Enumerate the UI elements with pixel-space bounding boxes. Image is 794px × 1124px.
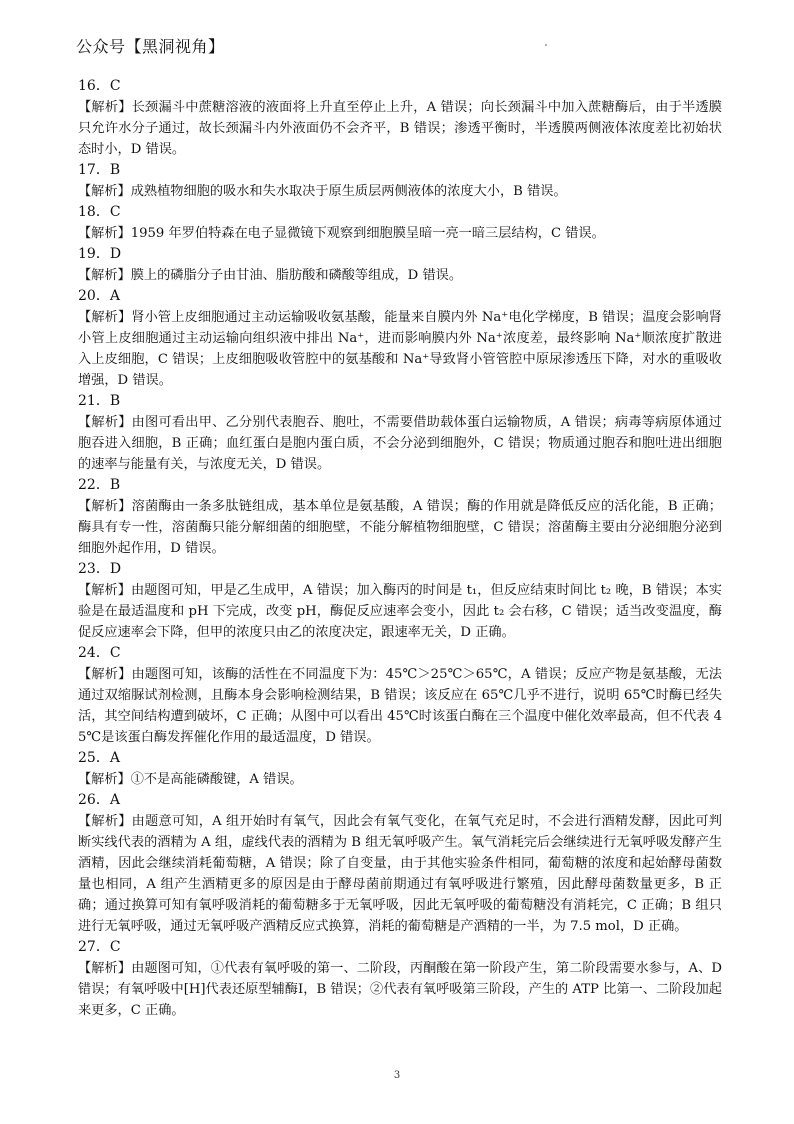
header-decoration-dot [545,44,547,46]
answer-item-27 [78,937,722,1021]
answer-explanation: 【解析】溶菌酶由一条多肽链组成，基本单位是氨基酸，A 错误；酶的作用就是降低反应的活化能，B 正确；酶具有专一性，溶菌酶只能分解细菌的细胞壁，不能分解植物细胞壁，C 错误；溶菌酶主要由分泌细胞分泌到细胞外起作用，D 错误。 [78,499,722,556]
page-number: 3 [393,1070,401,1081]
answer-explanation: 【解析】成熟植物细胞的吸水和失水取决于原生质层两侧液体的浓度大小，B 错误。 [78,184,567,199]
answer-item-16 [78,76,722,160]
answer-explanation: 【解析】长颈漏斗中蔗糖溶液的液面将上升直至停止上升，A 错误；向长颈漏斗中加入蔗糖酶后，由于半透膜只允许水分子通过，故长颈漏斗内外液面仍不会齐平，B 错误；渗透平衡时，半透膜两侧液体浓度差比初始状态时小，D 错误。 [78,100,722,157]
answer-item-21 [78,391,722,475]
answer-explanation: 【解析】1959 年罗伯特森在电子显微镜下观察到细胞膜呈暗一亮一暗三层结构，C 错误。 [78,226,605,241]
answer-key: 27．C [78,939,121,955]
answer-explanation: 【解析】由题图可知，该酶的活性在不同温度下为：45℃＞25℃＞65℃，A 错误；反应产物是氨基酸，无法通过双缩脲试剂检测，且酶本身会影响检测结果，B 错误；该反应在 65℃几乎不进行，说明 65℃时酶已经失活，其空间结构遭到破坏，C 正确；从图中可以看出 45℃时该蛋白酶在三个温度中催化效率最高，但不代表 45℃是该蛋白酶发挥催化作用的最适温度，D 错误。 [78,667,722,745]
answer-explanation: 【解析】由题意可知，A 组开始时有氧气，因此会有氧气变化，在氧气充足时，不会进行酒精发酵，因此可判断实线代表的酒精为 A 组，虚线代表的酒精为 B 组无氧呼吸产生。氧气消耗完后会继续进行无氧呼吸发酵产生酒精，因此会继续消耗葡萄糖，A 错误；除了自变量，由于其他实验条件相同，葡萄糖的浓度和起始酵母菌数量也相同，A 组产生酒精更多的原因是由于酵母菌前期通过有氧呼吸进行繁殖，因此酵母菌数量更多，B 正确；通过换算可知有氧呼吸消耗的葡萄糖多于无氧呼吸，因此无氧呼吸的葡萄糖没有消耗完，C 正确；B 组只进行无氧呼吸，通过无氧呼吸产酒精反应式换算，消耗的葡萄糖是产酒精的一半，为 7.5 mol，D 正确。 [78,814,722,934]
answer-item-18 [78,202,722,244]
answer-item-25 [78,748,722,790]
answer-key: 25．A [78,750,120,766]
answer-explanation: 【解析】①不是高能磷酸键，A 错误。 [78,772,303,787]
answer-item-19 [78,244,722,286]
answer-item-24 [78,643,722,748]
answer-explanation: 【解析】膜上的磷脂分子由甘油、脂肪酸和磷酸等组成，D 错误。 [78,268,463,283]
answer-key: 26．A [78,792,120,808]
answer-item-22 [78,475,722,559]
answer-item-23 [78,559,722,643]
answer-key: 16．C [78,78,121,94]
answer-key: 21．B [78,393,121,409]
answer-item-17 [78,160,722,202]
answer-key: 20．A [78,288,120,304]
answer-item-26 [78,790,722,937]
answer-list [78,76,722,1021]
answer-key: 23．D [78,561,122,577]
answer-explanation: 【解析】由题图可知，①代表有氧呼吸的第一、二阶段，丙酮酸在第一阶段产生，第二阶段需要水参与，A、D 错误；有氧呼吸中[H]代表还原型辅酶Ⅰ，B 错误；②代表有氧呼吸第三阶段，产生的 ATP 比第一、二阶段加起来更多，C 正确。 [78,961,722,1018]
answer-key: 19．D [78,246,122,262]
answer-key: 24．C [78,645,121,661]
answer-key: 18．C [78,204,121,220]
answer-key: 17．B [78,162,121,178]
answer-explanation: 【解析】肾小管上皮细胞通过主动运输吸收氨基酸，能量来自膜内外 Na⁺电化学梯度，B 错误；温度会影响肾小管上皮细胞通过主动运输向组织液中排出 Na⁺，进而影响膜内外 Na⁺浓度差，最终影响 Na⁺顺浓度扩散进入上皮细胞，C 错误；上皮细胞吸收管腔中的氨基酸和 Na⁺导致肾小管管腔中原尿渗透压下降，对水的重吸收增强，D 错误。 [78,310,722,388]
answer-key: 22．B [78,477,121,493]
answer-item-20 [78,286,722,391]
page-header-title: 公众号【黑洞视角】 [76,37,225,56]
answer-explanation: 【解析】由题图可知，甲是乙生成甲，A 错误；加入酶丙的时间是 t₁，但反应结束时间比 t₂ 晚，B 错误；本实验是在最适温度和 pH 下完成，改变 pH，酶促反应速率会变小，因此 t₂ 会右移，C 错误；适当改变温度，酶促反应速率会下降，但甲的浓度只由乙的浓度决定，跟速率无关，D 正确。 [78,583,722,640]
answer-explanation: 【解析】由图可看出甲、乙分别代表胞吞、胞吐，不需要借助载体蛋白运输物质，A 错误；病毒等病原体通过胞吞进入细胞，B 正确；血红蛋白是胞内蛋白质，不会分泌到细胞外，C 错误；物质通过胞吞和胞吐进出细胞的速率与能量有关，与浓度无关，D 错误。 [78,415,722,472]
